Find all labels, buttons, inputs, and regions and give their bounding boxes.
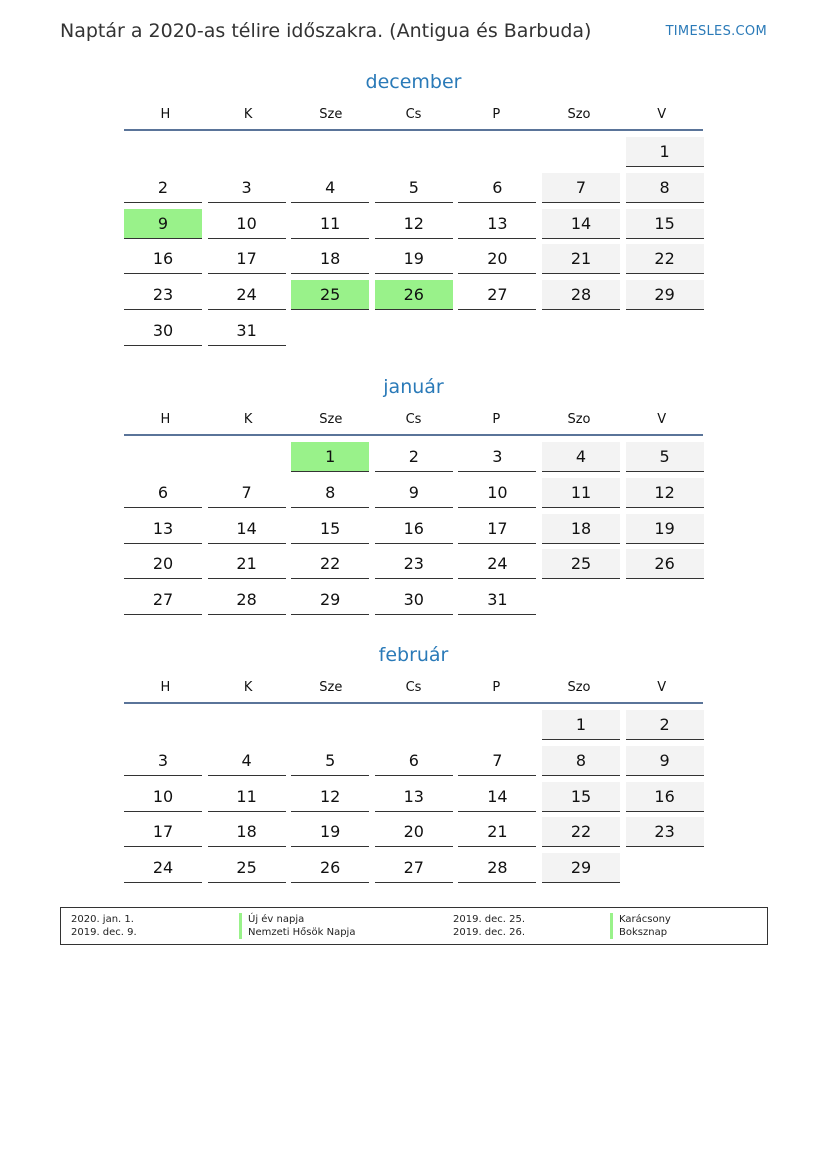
holiday-day-cell: 1: [291, 442, 369, 472]
day-cell: 14: [458, 782, 536, 812]
weekday-header: [124, 672, 703, 704]
month-januar: [124, 372, 703, 621]
page-title: Naptár a 2020-as télire időszakra. (Antigua és Barbuda): [60, 20, 592, 42]
day-cell: 20: [375, 817, 453, 847]
day-cell: 9: [375, 478, 453, 508]
legend-date: 2020. jan. 1.: [71, 914, 134, 925]
day-cell: 16: [626, 782, 704, 812]
day-cell: 8: [291, 478, 369, 508]
day-cell: 1: [542, 710, 620, 740]
day-cell: 8: [626, 173, 704, 203]
legend-date: 2019. dec. 26.: [453, 927, 526, 938]
legend-holiday-name: Új év napja: [239, 913, 304, 926]
day-cell: 13: [458, 209, 536, 239]
day-cell: 23: [626, 817, 704, 847]
day-cell: 10: [208, 209, 286, 239]
day-cell: 15: [626, 209, 704, 239]
day-cell: 21: [458, 817, 536, 847]
day-cell: 18: [542, 514, 620, 544]
day-cell: 6: [375, 746, 453, 776]
weekday-label: H: [160, 680, 171, 695]
day-cell: 19: [375, 244, 453, 274]
month-name: január: [383, 376, 444, 398]
day-cell: 21: [208, 549, 286, 579]
day-cell: 5: [626, 442, 704, 472]
day-cell: 28: [458, 853, 536, 883]
day-cell: 28: [208, 585, 286, 615]
day-grid: [124, 131, 703, 352]
month-februar: [124, 640, 703, 889]
weekday-label: K: [243, 680, 253, 695]
day-cell: 2: [626, 710, 704, 740]
day-cell: 14: [208, 514, 286, 544]
weekday-label: H: [160, 107, 171, 122]
day-cell: 27: [458, 280, 536, 310]
day-cell: 31: [458, 585, 536, 615]
day-cell: 27: [375, 853, 453, 883]
weekday-label: Sze: [319, 412, 343, 427]
day-cell: 26: [626, 549, 704, 579]
day-cell: 4: [208, 746, 286, 776]
day-cell: 23: [124, 280, 202, 310]
day-cell: 22: [542, 817, 620, 847]
day-cell: 25: [542, 549, 620, 579]
weekday-label: K: [243, 107, 253, 122]
weekday-label: P: [492, 412, 501, 427]
day-cell: 10: [124, 782, 202, 812]
weekday-label: Cs: [405, 107, 422, 122]
weekday-label: P: [492, 107, 501, 122]
weekday-label: H: [160, 412, 171, 427]
day-cell: 1: [626, 137, 704, 167]
weekday-label: P: [492, 680, 501, 695]
day-cell: 18: [208, 817, 286, 847]
day-cell: 8: [542, 746, 620, 776]
day-cell: 16: [375, 514, 453, 544]
day-cell: 4: [542, 442, 620, 472]
day-cell: 7: [208, 478, 286, 508]
legend-date: 2019. dec. 25.: [453, 914, 526, 925]
day-cell: 31: [208, 316, 286, 346]
day-cell: 18: [291, 244, 369, 274]
month-name: február: [378, 644, 449, 666]
weekday-label: K: [243, 412, 253, 427]
day-cell: 19: [626, 514, 704, 544]
legend-holiday-name: Karácsony: [610, 913, 671, 926]
holiday-day-cell: 26: [375, 280, 453, 310]
day-cell: 30: [124, 316, 202, 346]
day-cell: 11: [542, 478, 620, 508]
day-cell: 17: [124, 817, 202, 847]
holiday-legend: [60, 907, 768, 945]
day-cell: 24: [458, 549, 536, 579]
day-cell: 30: [375, 585, 453, 615]
day-cell: 29: [542, 853, 620, 883]
weekday-label: Szo: [567, 680, 591, 695]
legend-date: 2019. dec. 9.: [71, 927, 137, 938]
day-cell: 11: [208, 782, 286, 812]
day-cell: 29: [291, 585, 369, 615]
weekday-label: V: [657, 107, 667, 122]
weekday-header: [124, 99, 703, 131]
holiday-day-cell: 25: [291, 280, 369, 310]
day-cell: 11: [291, 209, 369, 239]
weekday-label: Sze: [319, 680, 343, 695]
weekday-label: Szo: [567, 107, 591, 122]
weekday-label: Cs: [405, 412, 422, 427]
day-cell: 20: [124, 549, 202, 579]
day-grid: [124, 436, 703, 621]
day-cell: 22: [291, 549, 369, 579]
day-grid: [124, 704, 703, 889]
day-cell: 12: [626, 478, 704, 508]
day-cell: 3: [208, 173, 286, 203]
day-cell: 15: [291, 514, 369, 544]
day-cell: 6: [124, 478, 202, 508]
day-cell: 10: [458, 478, 536, 508]
weekday-label: Szo: [567, 412, 591, 427]
day-cell: 28: [542, 280, 620, 310]
day-cell: 25: [208, 853, 286, 883]
day-cell: 4: [291, 173, 369, 203]
day-cell: 13: [124, 514, 202, 544]
day-cell: 15: [542, 782, 620, 812]
day-cell: 9: [626, 746, 704, 776]
weekday-label: Sze: [319, 107, 343, 122]
day-cell: 12: [375, 209, 453, 239]
day-cell: 27: [124, 585, 202, 615]
day-cell: 5: [375, 173, 453, 203]
weekday-label: Cs: [405, 680, 422, 695]
weekday-header: [124, 404, 703, 436]
day-cell: 26: [291, 853, 369, 883]
day-cell: 7: [542, 173, 620, 203]
day-cell: 3: [458, 442, 536, 472]
day-cell: 14: [542, 209, 620, 239]
day-cell: 13: [375, 782, 453, 812]
month-december: [124, 67, 703, 352]
day-cell: 24: [208, 280, 286, 310]
day-cell: 17: [208, 244, 286, 274]
day-cell: 22: [626, 244, 704, 274]
legend-holiday-name: Boksznap: [610, 926, 667, 939]
day-cell: 6: [458, 173, 536, 203]
day-cell: 2: [375, 442, 453, 472]
day-cell: 23: [375, 549, 453, 579]
holiday-day-cell: 9: [124, 209, 202, 239]
day-cell: 3: [124, 746, 202, 776]
brand-logo[interactable]: TIMESLES.COM: [665, 24, 767, 39]
day-cell: 16: [124, 244, 202, 274]
day-cell: 19: [291, 817, 369, 847]
day-cell: 12: [291, 782, 369, 812]
weekday-label: V: [657, 680, 667, 695]
day-cell: 24: [124, 853, 202, 883]
day-cell: 2: [124, 173, 202, 203]
day-cell: 21: [542, 244, 620, 274]
day-cell: 29: [626, 280, 704, 310]
legend-holiday-name: Nemzeti Hősök Napja: [239, 926, 355, 939]
day-cell: 17: [458, 514, 536, 544]
day-cell: 5: [291, 746, 369, 776]
day-cell: 20: [458, 244, 536, 274]
month-name: december: [365, 71, 462, 93]
weekday-label: V: [657, 412, 667, 427]
day-cell: 7: [458, 746, 536, 776]
